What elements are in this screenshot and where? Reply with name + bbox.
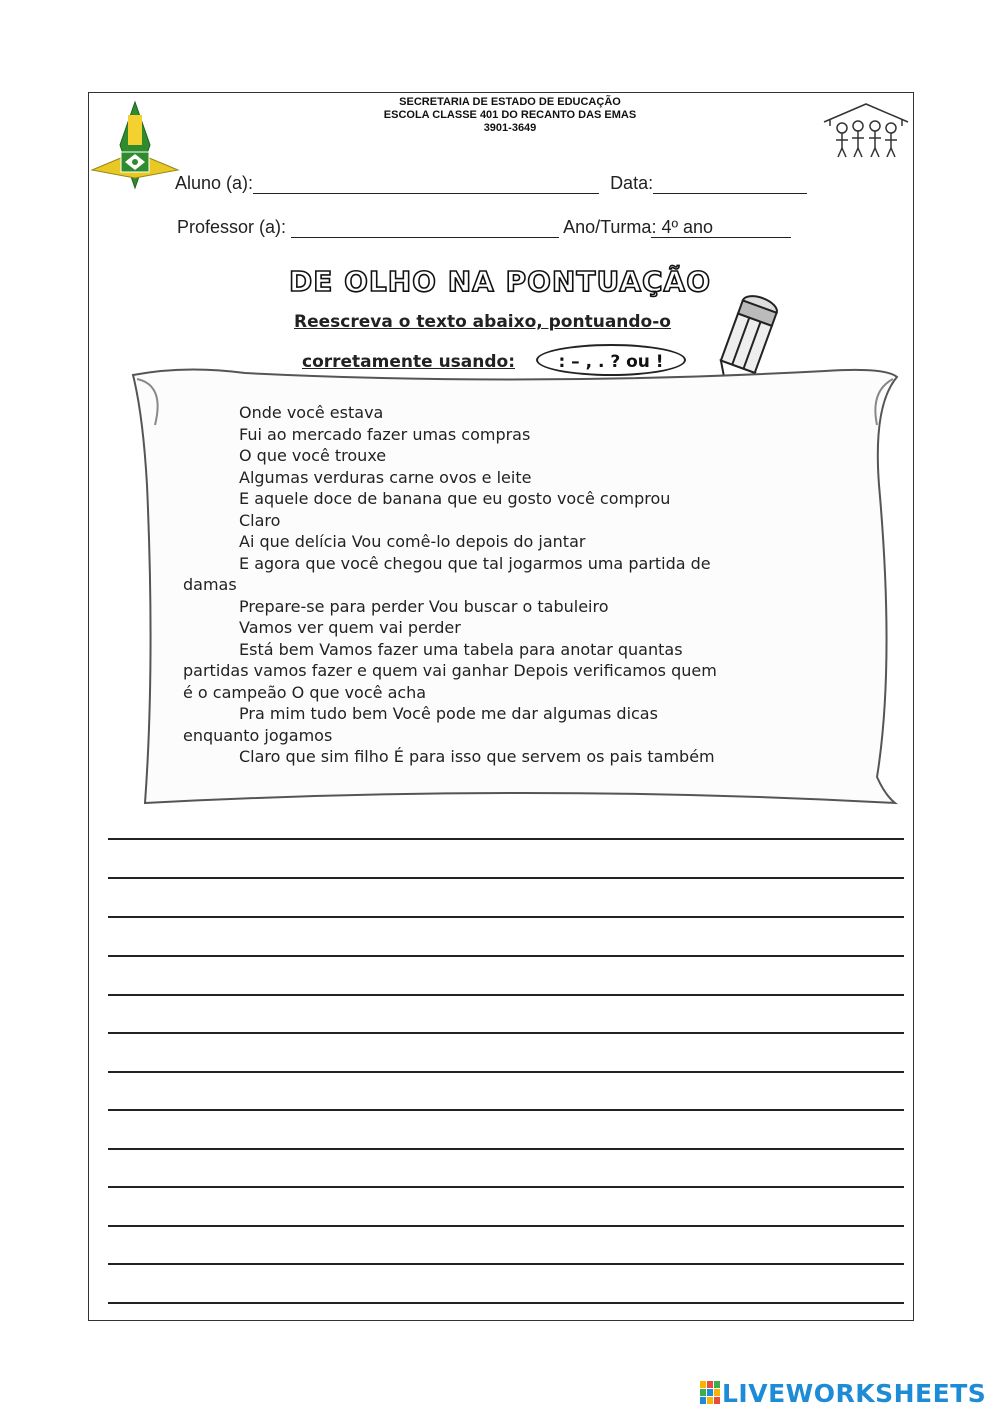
aluno-label: Aluno (a): xyxy=(175,173,254,193)
header-line-2: ESCOLA CLASSE 401 DO RECANTO DAS EMAS xyxy=(383,109,637,121)
writing-line[interactable] xyxy=(108,1109,904,1111)
text-line: Onde você estava xyxy=(239,403,384,422)
text-line: damas xyxy=(183,575,237,594)
aluno-input[interactable] xyxy=(253,174,599,194)
instruction-line-1: Reescreva o texto abaixo, pontuando-o xyxy=(294,312,671,332)
writing-line[interactable] xyxy=(108,1148,904,1150)
liveworksheets-logo xyxy=(700,1380,986,1406)
text-line: Algumas verduras carne ovos e leite xyxy=(239,467,532,487)
instruction-line-2: corretamente usando: xyxy=(302,352,516,372)
text-line: Claro xyxy=(239,510,281,530)
text-line: Pra mim tudo bem Você pode me dar algumas dicas xyxy=(239,704,658,723)
professor-input[interactable] xyxy=(291,218,559,238)
writing-line[interactable] xyxy=(108,1186,904,1188)
text-line: E agora que você chegou que tal jogarmos uma partida de xyxy=(239,553,711,573)
writing-line[interactable] xyxy=(108,994,904,996)
worksheet-title: DE OLHO NA PONTUAÇÃO xyxy=(288,265,712,298)
text-line: partidas vamos fazer e quem vai ganhar Depois verificamos quem xyxy=(183,661,717,680)
header-line-1: SECRETARIA DE ESTADO DE EDUCAÇÃO xyxy=(399,96,621,108)
text-line: é o campeão O que você acha xyxy=(183,682,427,702)
writing-line[interactable] xyxy=(108,877,904,879)
writing-line[interactable] xyxy=(108,1302,904,1304)
text-line: Claro que sim filho É para isso que servem os pais também xyxy=(239,747,715,766)
text-line: Vamos ver quem vai perder xyxy=(239,618,461,637)
header-line-3: 3901-3649 xyxy=(483,122,537,134)
professor-field-row xyxy=(177,217,791,238)
liveworksheets-blocks-icon xyxy=(700,1381,722,1405)
text-line: Prepare-se para perder Vou buscar o tabuleiro xyxy=(239,596,609,616)
writing-line[interactable] xyxy=(108,916,904,918)
punctuation-marks-oval: : – , . ? ou ! xyxy=(536,344,686,376)
text-line: E aquele doce de banana que eu gosto você comprou xyxy=(239,489,671,508)
writing-line[interactable] xyxy=(108,1071,904,1073)
text-line: Fui ao mercado fazer umas compras xyxy=(239,424,531,444)
writing-line[interactable] xyxy=(108,1225,904,1227)
data-label: Data: xyxy=(610,173,654,193)
school-children-house-icon xyxy=(820,100,912,162)
text-line: Está bem Vamos fazer uma tabela para anotar quantas xyxy=(239,639,683,659)
writing-line[interactable] xyxy=(108,955,904,957)
df-flag-emblem-icon xyxy=(90,100,180,190)
writing-line[interactable] xyxy=(108,1263,904,1265)
writing-line[interactable] xyxy=(108,838,904,840)
writing-line[interactable] xyxy=(108,1032,904,1034)
text-line: Ai que delícia Vou comê-lo depois do jantar xyxy=(239,532,586,551)
professor-label: Professor (a): xyxy=(177,217,287,237)
ano-value: : 4º ano xyxy=(651,217,714,237)
text-line: enquanto jogamos xyxy=(183,725,333,745)
exercise-text xyxy=(183,402,823,768)
text-line: O que você trouxe xyxy=(239,446,387,465)
aluno-field-row xyxy=(175,173,807,194)
ano-input[interactable] xyxy=(651,217,791,238)
liveworksheets-brand: LIVEWORKSHEETS xyxy=(722,1378,987,1408)
ano-label: Ano/Turma xyxy=(563,217,652,237)
data-input[interactable] xyxy=(653,174,807,194)
header xyxy=(250,96,770,135)
